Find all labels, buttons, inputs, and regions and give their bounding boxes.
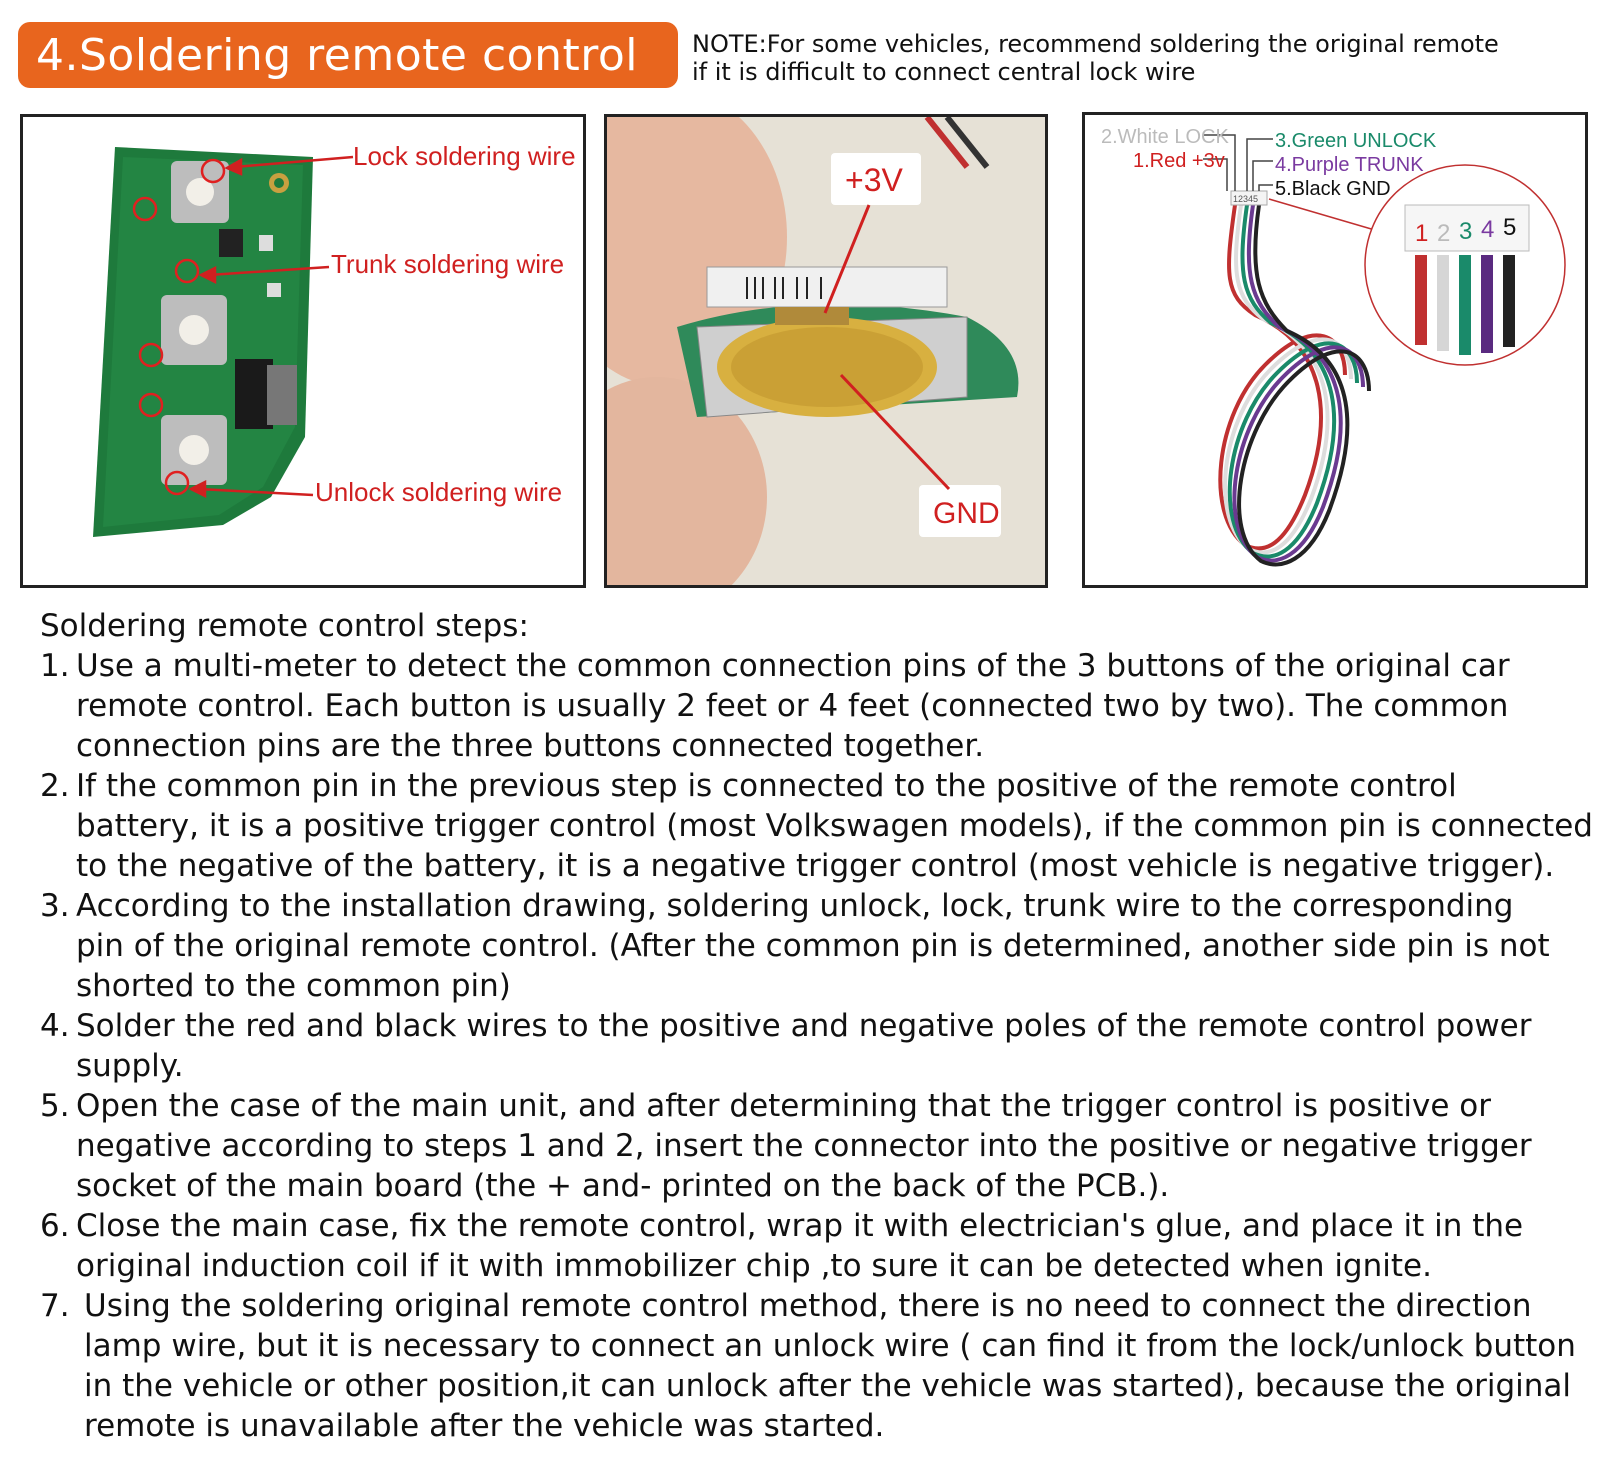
step-line: original induction coil if it with immobilizer chip ,to sure it can be detected when ignite. xyxy=(76,1248,1432,1284)
step-5 xyxy=(40,1086,1600,1206)
step-line: remote control. Each button is usually 2 feet or 4 feet (connected two by two). The common xyxy=(76,688,1509,724)
connector-pin-text: 12345 xyxy=(1233,194,1259,204)
pin-2: 2 xyxy=(1437,220,1451,247)
black-gnd-label: 5.Black GND xyxy=(1275,178,1391,200)
purple-trunk-label: 4.Purple TRUNK xyxy=(1275,154,1424,176)
step-line: negative according to steps 1 and 2, insert the connector into the positive or negative trigger xyxy=(76,1128,1532,1164)
step-number: 6. xyxy=(40,1208,70,1244)
step-7 xyxy=(40,1286,1600,1446)
lock-label: Lock soldering wire xyxy=(353,141,576,171)
step-line: If the common pin in the previous step is connected to the positive of the remote control xyxy=(76,768,1457,804)
section-title-banner xyxy=(18,22,678,88)
step-line: Open the case of the main unit, and after determining that the trigger control is positive or xyxy=(76,1088,1491,1124)
pin-1: 1 xyxy=(1415,220,1429,247)
step-6 xyxy=(40,1206,1600,1286)
battery-illustration xyxy=(607,117,1045,585)
battery-photo-panel xyxy=(604,114,1048,588)
pin-3: 3 xyxy=(1459,218,1473,245)
step-number: 1. xyxy=(40,648,70,684)
unlock-label: Unlock soldering wire xyxy=(315,477,563,507)
plus-3v-label: +3V xyxy=(845,162,903,198)
step-line: shorted to the common pin) xyxy=(76,968,511,1004)
section-title: 4.Soldering remote control xyxy=(36,29,638,81)
pin-5: 5 xyxy=(1503,214,1517,241)
step-line: pin of the original remote control. (After the common pin is determined, another side pin is not xyxy=(76,928,1550,964)
step-line: According to the installation drawing, soldering unlock, lock, trunk wire to the corresponding xyxy=(76,888,1514,924)
note-line-2: if it is difficult to connect central lock wire xyxy=(692,58,1196,86)
step-line: to the negative of the battery, it is a negative trigger control (most vehicle is negative trigger). xyxy=(76,848,1555,884)
step-number: 2. xyxy=(40,768,70,804)
step-line: Solder the red and black wires to the positive and negative poles of the remote control power xyxy=(76,1008,1532,1044)
step-number: 3. xyxy=(40,888,70,924)
step-4 xyxy=(40,1006,1600,1086)
gnd-label: GND xyxy=(933,497,1000,530)
step-number: 7. xyxy=(40,1288,70,1324)
note-line-1: NOTE:For some vehicles, recommend soldering the original remote xyxy=(692,30,1499,58)
step-line: Using the soldering original remote control method, there is no need to connect the direction xyxy=(84,1288,1532,1324)
step-number: 5. xyxy=(40,1088,70,1124)
note-text xyxy=(692,30,1592,86)
step-2 xyxy=(40,766,1600,886)
pin-4: 4 xyxy=(1481,216,1495,243)
step-line: Use a multi-meter to detect the common connection pins of the 3 buttons of the original car xyxy=(76,648,1510,684)
step-line: lamp wire, but it is necessary to connect an unlock wire ( can find it from the lock/unlock button xyxy=(84,1328,1576,1364)
step-3 xyxy=(40,886,1600,1006)
pcb-photo-panel xyxy=(20,114,586,588)
green-unlock-label: 3.Green UNLOCK xyxy=(1275,130,1437,152)
wire-harness-panel xyxy=(1082,112,1588,588)
trunk-label: Trunk soldering wire xyxy=(331,249,565,279)
step-line: supply. xyxy=(76,1048,184,1084)
pcb-illustration xyxy=(23,117,583,585)
step-line: Close the main case, fix the remote control, wrap it with electrician's glue, and place it in the xyxy=(76,1208,1524,1244)
steps-title: Soldering remote control steps: xyxy=(40,608,529,644)
step-line: connection pins are the three buttons connected together. xyxy=(76,728,985,764)
step-number: 4. xyxy=(40,1008,70,1044)
white-lock-label: 2.White LOCK xyxy=(1101,126,1229,148)
step-line: remote is unavailable after the vehicle was started. xyxy=(84,1408,885,1444)
steps-section xyxy=(40,606,1600,1446)
step-line: in the vehicle or other position,it can unlock after the vehicle was started), because the original xyxy=(84,1368,1572,1404)
step-line: battery, it is a positive trigger control (most Volkswagen models), if the common pin is connected xyxy=(76,808,1593,844)
harness-illustration xyxy=(1085,115,1585,585)
red-3v-label: 1.Red +3v xyxy=(1133,150,1225,172)
step-1 xyxy=(40,646,1600,766)
step-line: socket of the main board (the + and- printed on the back of the PCB.). xyxy=(76,1168,1170,1204)
